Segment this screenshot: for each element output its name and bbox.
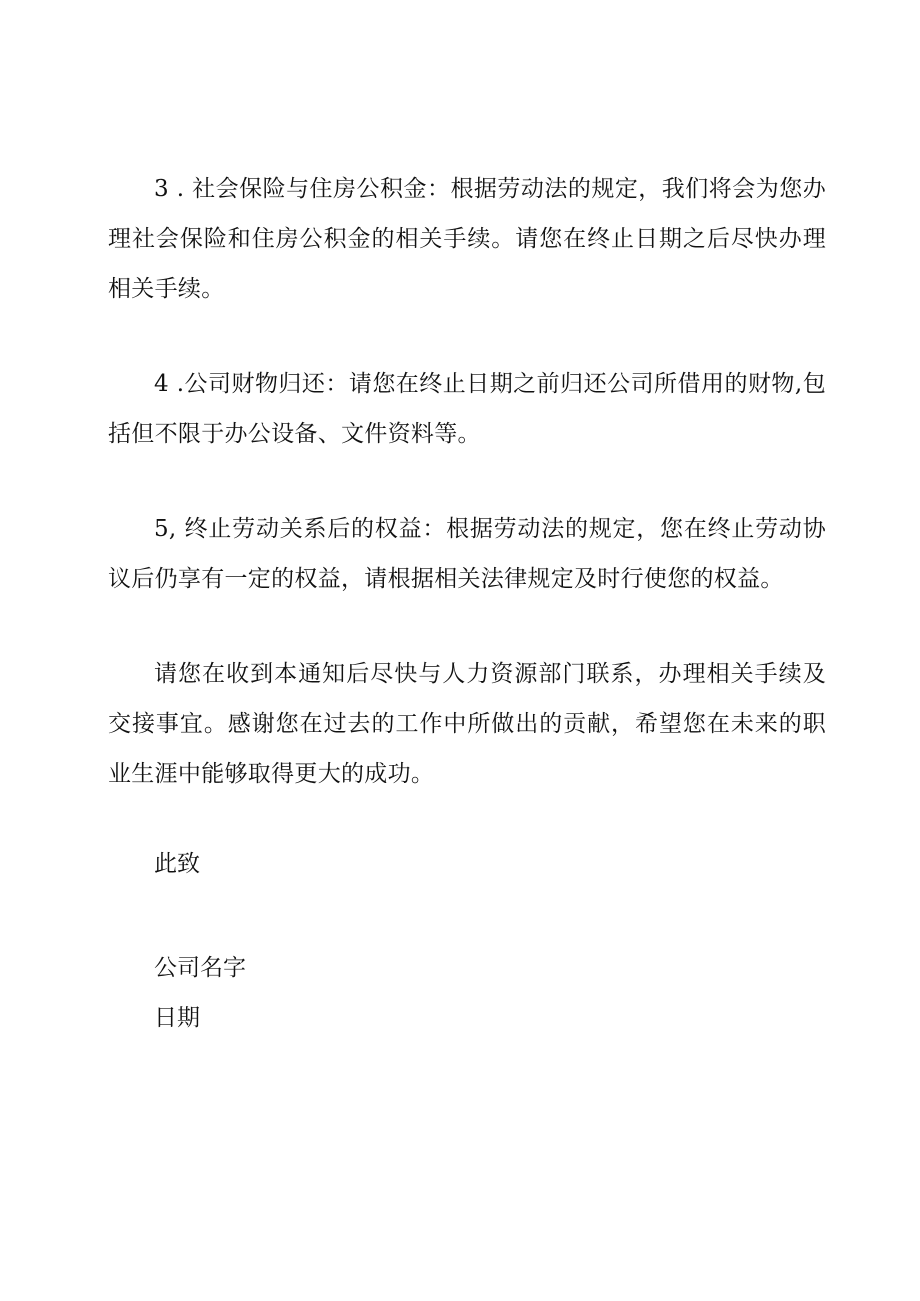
signature-date: 日期 [154,1005,200,1031]
paragraph-social-insurance: 3 . 社会保险与住房公积金：根据劳动法的规定，我们将会为您办理社会保险和住房公积金的相关手续。请您在终止日期之后尽快办理相关手续。 [108,176,826,302]
closing-salutation: 此致 [154,851,200,877]
paragraph-property-return: 4 .公司财物归还：请您在终止日期之前归还公司所借用的财物,包括但不限于办公设备、文件资料等。 [108,371,826,447]
paragraph-contact-hr: 请您在收到本通知后尽快与人力资源部门联系，办理相关手续及交接事宜。感谢您在过去的工作中所做出的贡献，希望您在未来的职业生涯中能够取得更大的成功。 [108,661,826,787]
company-name: 公司名字 [154,955,246,981]
paragraph-post-termination-rights: 5, 终止劳动关系后的权益：根据劳动法的规定，您在终止劳动协议后仍享有一定的权益，请根据相关法律规定及时行使您的权益。 [108,516,826,592]
